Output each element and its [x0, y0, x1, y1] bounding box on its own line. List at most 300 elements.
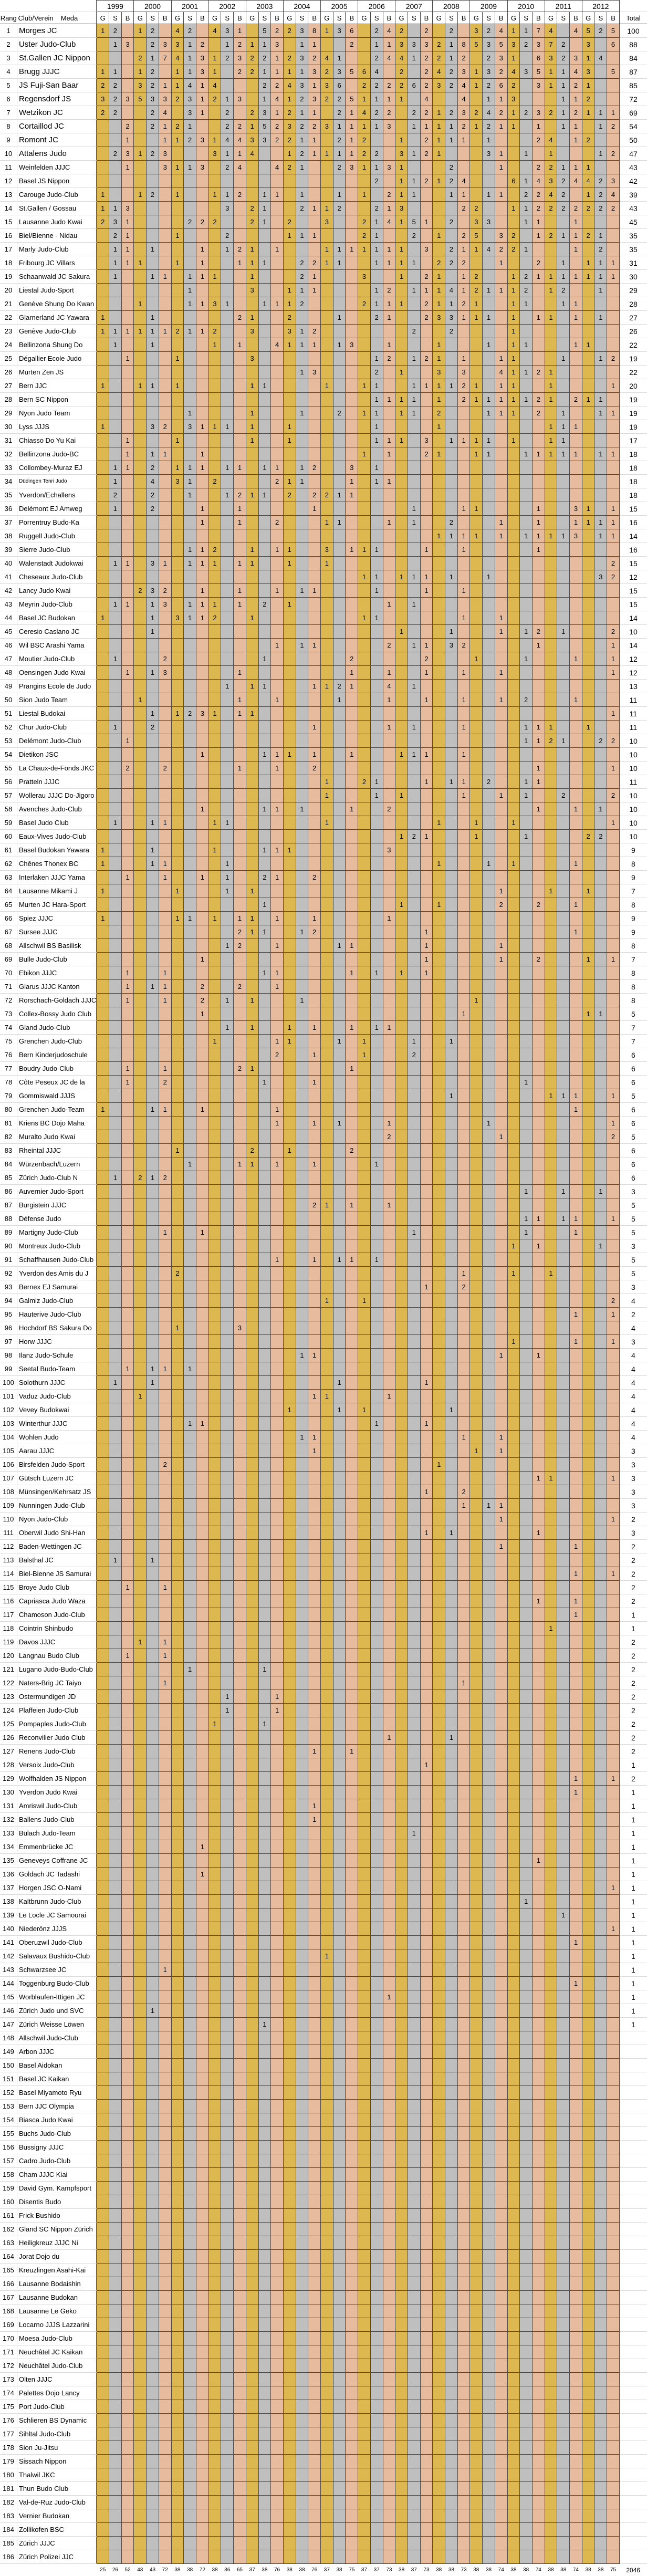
medal-cell[interactable] — [159, 775, 171, 789]
medal-cell[interactable]: 1 — [383, 1021, 395, 1035]
medal-cell[interactable] — [570, 461, 582, 475]
medal-cell[interactable]: 1 — [109, 816, 122, 830]
medal-cell[interactable] — [171, 898, 184, 912]
medal-cell[interactable] — [184, 1198, 196, 1212]
medal-cell[interactable] — [582, 434, 594, 447]
medal-cell[interactable] — [383, 775, 395, 789]
medal-cell[interactable] — [147, 1444, 159, 1458]
medal-cell[interactable] — [196, 652, 208, 666]
medal-cell[interactable] — [283, 994, 296, 1007]
medal-cell[interactable] — [383, 461, 395, 475]
medal-cell[interactable] — [420, 1007, 433, 1021]
medal-cell[interactable] — [358, 734, 371, 748]
medal-cell[interactable] — [445, 666, 458, 680]
medal-cell[interactable]: 2 — [358, 147, 371, 161]
medal-cell[interactable] — [557, 1362, 570, 1376]
medal-cell[interactable] — [109, 966, 122, 980]
medal-cell[interactable] — [184, 830, 196, 843]
medal-cell[interactable] — [271, 680, 284, 693]
club-name-cell[interactable]: Vaduz Judo-Club — [17, 1390, 96, 1403]
medal-cell[interactable] — [134, 434, 147, 447]
medal-cell[interactable]: 1 — [121, 133, 134, 147]
medal-cell[interactable] — [383, 406, 395, 420]
medal-cell[interactable] — [97, 1335, 109, 1349]
rank-cell[interactable]: 4 — [0, 65, 17, 79]
medal-cell[interactable] — [271, 898, 284, 912]
medal-cell[interactable] — [408, 1062, 420, 1076]
medal-cell[interactable] — [308, 1308, 321, 1321]
medal-cell[interactable]: 1 — [208, 598, 221, 611]
medal-cell[interactable] — [420, 1308, 433, 1321]
medal-cell[interactable] — [196, 816, 208, 830]
medal-cell[interactable]: 1 — [258, 652, 271, 666]
medal-cell[interactable] — [346, 1007, 358, 1021]
medal-cell[interactable] — [483, 816, 495, 830]
medal-cell[interactable] — [358, 1390, 371, 1403]
medal-cell[interactable] — [271, 611, 284, 625]
medal-cell[interactable] — [234, 202, 246, 215]
medal-cell[interactable] — [457, 871, 470, 884]
medal-cell[interactable] — [557, 1308, 570, 1321]
medal-cell[interactable] — [495, 925, 507, 939]
medal-cell[interactable]: 1 — [433, 297, 445, 311]
medal-cell[interactable]: 1 — [196, 598, 208, 611]
medal-cell[interactable] — [296, 311, 308, 325]
medal-cell[interactable]: 1 — [370, 611, 383, 625]
medal-cell[interactable] — [483, 1089, 495, 1103]
medal-cell[interactable]: 2 — [271, 475, 284, 488]
medal-cell[interactable] — [395, 857, 408, 871]
medal-cell[interactable] — [221, 174, 234, 188]
total-cell[interactable]: 16 — [619, 516, 647, 529]
medal-cell[interactable]: 1 — [395, 297, 408, 311]
medal-cell[interactable]: 2 — [159, 1458, 171, 1472]
medal-cell[interactable] — [532, 966, 545, 980]
medal-cell[interactable] — [557, 1048, 570, 1062]
medal-cell[interactable] — [395, 120, 408, 133]
medal-cell[interactable] — [395, 461, 408, 475]
medal-cell[interactable] — [408, 488, 420, 502]
medal-cell[interactable]: 1 — [607, 816, 620, 830]
medal-cell[interactable] — [147, 161, 159, 174]
medal-cell[interactable] — [121, 611, 134, 625]
medal-cell[interactable]: 1 — [184, 1362, 196, 1376]
medal-cell[interactable]: 2 — [184, 24, 196, 38]
medal-cell[interactable]: 1 — [507, 406, 520, 420]
medal-cell[interactable] — [594, 748, 607, 762]
medal-cell[interactable] — [171, 1048, 184, 1062]
medal-cell[interactable] — [457, 980, 470, 994]
medal-cell[interactable]: 1 — [383, 721, 395, 734]
medal-cell[interactable] — [433, 1417, 445, 1431]
medal-cell[interactable]: 1 — [457, 611, 470, 625]
medal-cell[interactable]: 2 — [147, 79, 159, 92]
medal-cell[interactable] — [433, 912, 445, 925]
medal-cell[interactable]: 4 — [483, 243, 495, 256]
medal-cell[interactable] — [147, 1212, 159, 1226]
club-name-cell[interactable]: Wetzikon JC — [17, 106, 96, 120]
medal-cell[interactable]: 4 — [433, 65, 445, 79]
medal-cell[interactable] — [171, 366, 184, 379]
medal-cell[interactable] — [395, 939, 408, 953]
medal-cell[interactable] — [109, 884, 122, 898]
medal-cell[interactable] — [258, 1362, 271, 1376]
medal-cell[interactable] — [283, 884, 296, 898]
medal-cell[interactable] — [532, 680, 545, 693]
medal-cell[interactable] — [433, 1403, 445, 1417]
medal-cell[interactable] — [470, 639, 483, 652]
medal-cell[interactable] — [507, 161, 520, 174]
medal-cell[interactable]: 2 — [420, 147, 433, 161]
medal-cell[interactable] — [171, 1362, 184, 1376]
medal-cell[interactable] — [507, 1198, 520, 1212]
medal-cell[interactable] — [594, 379, 607, 393]
medal-cell[interactable]: 1 — [570, 516, 582, 529]
medal-cell[interactable] — [134, 734, 147, 748]
medal-cell[interactable]: 1 — [234, 707, 246, 721]
rank-cell[interactable]: 28 — [0, 393, 17, 406]
medal-cell[interactable]: 5 — [470, 229, 483, 243]
medal-cell[interactable] — [208, 1335, 221, 1349]
medal-cell[interactable] — [221, 1048, 234, 1062]
medal-cell[interactable] — [258, 1035, 271, 1048]
medal-cell[interactable] — [457, 953, 470, 966]
medal-cell[interactable] — [134, 1198, 147, 1212]
club-name-cell[interactable]: Muralto Judo Kwai — [17, 1130, 96, 1144]
medal-cell[interactable] — [395, 1117, 408, 1130]
medal-cell[interactable] — [457, 994, 470, 1007]
rank-cell[interactable]: 41 — [0, 570, 17, 584]
medal-cell[interactable] — [258, 1267, 271, 1280]
medal-cell[interactable] — [358, 652, 371, 666]
medal-cell[interactable] — [234, 748, 246, 762]
medal-cell[interactable] — [445, 611, 458, 625]
medal-cell[interactable] — [159, 1335, 171, 1349]
medal-cell[interactable] — [582, 1403, 594, 1417]
medal-cell[interactable] — [470, 953, 483, 966]
medal-cell[interactable] — [594, 680, 607, 693]
medal-cell[interactable] — [296, 529, 308, 543]
total-cell[interactable]: 5 — [619, 1253, 647, 1267]
medal-cell[interactable] — [358, 1458, 371, 1472]
medal-cell[interactable]: 4 — [370, 65, 383, 79]
medal-cell[interactable] — [408, 1007, 420, 1021]
medal-cell[interactable] — [594, 325, 607, 338]
medal-cell[interactable] — [483, 1062, 495, 1076]
medal-cell[interactable] — [483, 611, 495, 625]
medal-cell[interactable] — [159, 1185, 171, 1198]
medal-cell[interactable] — [109, 174, 122, 188]
medal-type-header-s[interactable]: S — [296, 12, 308, 24]
medal-cell[interactable] — [358, 1431, 371, 1444]
medal-cell[interactable] — [483, 652, 495, 666]
medal-cell[interactable] — [495, 1021, 507, 1035]
medal-cell[interactable] — [134, 1185, 147, 1198]
medal-cell[interactable] — [184, 338, 196, 352]
medal-cell[interactable] — [395, 912, 408, 925]
medal-cell[interactable]: 7 — [545, 38, 557, 51]
medal-cell[interactable]: 1 — [383, 243, 395, 256]
medal-cell[interactable] — [321, 1185, 333, 1198]
medal-cell[interactable] — [171, 338, 184, 352]
medal-cell[interactable] — [420, 338, 433, 352]
medal-cell[interactable]: 3 — [184, 92, 196, 106]
club-name-cell[interactable]: Porrentruy Budo-Ka — [17, 516, 96, 529]
medal-cell[interactable]: 1 — [607, 707, 620, 721]
medal-cell[interactable] — [159, 1021, 171, 1035]
medal-cell[interactable]: 2 — [470, 106, 483, 120]
medal-cell[interactable] — [221, 925, 234, 939]
medal-cell[interactable]: 1 — [184, 325, 196, 338]
medal-cell[interactable] — [395, 816, 408, 830]
medal-cell[interactable]: 1 — [208, 1035, 221, 1048]
medal-cell[interactable] — [283, 1444, 296, 1458]
medal-cell[interactable] — [557, 1431, 570, 1444]
medal-cell[interactable]: 1 — [109, 338, 122, 352]
club-name-cell[interactable]: Burgistein JJJC — [17, 1198, 96, 1212]
medal-cell[interactable] — [308, 174, 321, 188]
medal-cell[interactable] — [395, 775, 408, 789]
medal-cell[interactable] — [147, 1239, 159, 1253]
medal-cell[interactable] — [507, 830, 520, 843]
total-cell[interactable]: 10 — [619, 748, 647, 762]
medal-cell[interactable]: 1 — [346, 748, 358, 762]
medal-cell[interactable]: 5 — [134, 92, 147, 106]
medal-cell[interactable] — [557, 680, 570, 693]
club-name-cell[interactable]: Pratteln JJJC — [17, 775, 96, 789]
medal-cell[interactable] — [246, 966, 258, 980]
medal-cell[interactable] — [507, 707, 520, 721]
medal-cell[interactable] — [470, 680, 483, 693]
medal-cell[interactable] — [557, 611, 570, 625]
medal-cell[interactable] — [507, 1376, 520, 1390]
medal-cell[interactable]: 2 — [483, 51, 495, 65]
medal-cell[interactable] — [483, 748, 495, 762]
medal-cell[interactable]: 1 — [408, 284, 420, 297]
medal-cell[interactable] — [321, 1308, 333, 1321]
medal-cell[interactable] — [321, 625, 333, 639]
medal-cell[interactable] — [246, 666, 258, 680]
medal-cell[interactable] — [246, 1458, 258, 1472]
medal-cell[interactable] — [507, 625, 520, 639]
medal-cell[interactable] — [483, 898, 495, 912]
medal-cell[interactable] — [147, 762, 159, 775]
medal-cell[interactable] — [134, 229, 147, 243]
medal-cell[interactable] — [134, 1130, 147, 1144]
medal-cell[interactable] — [258, 161, 271, 174]
medal-cell[interactable]: 1 — [196, 79, 208, 92]
medal-cell[interactable] — [370, 734, 383, 748]
medal-cell[interactable] — [196, 1212, 208, 1226]
medal-cell[interactable]: 6 — [333, 79, 346, 92]
medal-cell[interactable]: 2 — [234, 980, 246, 994]
medal-cell[interactable] — [495, 707, 507, 721]
medal-cell[interactable] — [97, 1035, 109, 1048]
medal-cell[interactable] — [545, 966, 557, 980]
medal-cell[interactable] — [545, 475, 557, 488]
medal-cell[interactable]: 1 — [121, 966, 134, 980]
medal-cell[interactable] — [283, 352, 296, 366]
medal-cell[interactable] — [483, 297, 495, 311]
medal-cell[interactable] — [121, 857, 134, 871]
medal-cell[interactable] — [570, 598, 582, 611]
medal-cell[interactable] — [109, 762, 122, 775]
total-cell[interactable]: 35 — [619, 229, 647, 243]
rank-cell[interactable]: 37 — [0, 516, 17, 529]
medal-cell[interactable] — [333, 857, 346, 871]
medal-cell[interactable] — [171, 297, 184, 311]
medal-cell[interactable] — [147, 994, 159, 1007]
medal-cell[interactable] — [159, 297, 171, 311]
medal-cell[interactable]: 1 — [171, 1144, 184, 1157]
medal-cell[interactable]: 3 — [545, 51, 557, 65]
medal-cell[interactable] — [121, 707, 134, 721]
medal-cell[interactable] — [308, 775, 321, 789]
medal-cell[interactable]: 2 — [532, 256, 545, 270]
club-name-cell[interactable]: Eaux-Vives Judo-Club — [17, 830, 96, 843]
medal-cell[interactable]: 1 — [557, 352, 570, 366]
medal-cell[interactable] — [171, 502, 184, 516]
medal-cell[interactable] — [433, 502, 445, 516]
medal-cell[interactable] — [271, 775, 284, 789]
medal-cell[interactable] — [545, 953, 557, 966]
medal-type-header-b[interactable]: B — [570, 12, 582, 24]
medal-cell[interactable] — [594, 1076, 607, 1089]
medal-cell[interactable]: 1 — [570, 420, 582, 434]
medal-cell[interactable] — [445, 1185, 458, 1198]
medal-cell[interactable] — [395, 994, 408, 1007]
year-label[interactable]: 2001 — [171, 1, 208, 12]
medal-cell[interactable]: 1 — [159, 133, 171, 147]
medal-cell[interactable]: 1 — [283, 65, 296, 79]
medal-cell[interactable] — [507, 256, 520, 270]
medal-cell[interactable] — [208, 871, 221, 884]
medal-cell[interactable] — [283, 1212, 296, 1226]
medal-cell[interactable] — [557, 871, 570, 884]
medal-cell[interactable]: 3 — [445, 639, 458, 652]
medal-cell[interactable] — [507, 693, 520, 707]
medal-cell[interactable] — [159, 1472, 171, 1485]
medal-cell[interactable] — [557, 1267, 570, 1280]
medal-cell[interactable]: 3 — [383, 120, 395, 133]
medal-cell[interactable] — [594, 789, 607, 802]
medal-cell[interactable] — [109, 447, 122, 461]
medal-cell[interactable]: 1 — [457, 188, 470, 202]
club-name-cell[interactable]: Rheintal JJJC — [17, 1144, 96, 1157]
medal-cell[interactable] — [445, 898, 458, 912]
medal-cell[interactable] — [147, 884, 159, 898]
medal-cell[interactable] — [296, 570, 308, 584]
medal-cell[interactable]: 2 — [607, 734, 620, 748]
medal-cell[interactable]: 3 — [507, 92, 520, 106]
medal-cell[interactable]: 2 — [333, 406, 346, 420]
medal-cell[interactable]: 1 — [258, 92, 271, 106]
medal-cell[interactable]: 1 — [582, 516, 594, 529]
medal-cell[interactable]: 2 — [545, 106, 557, 120]
medal-cell[interactable] — [246, 174, 258, 188]
medal-cell[interactable]: 1 — [594, 516, 607, 529]
medal-cell[interactable]: 1 — [470, 994, 483, 1007]
medal-cell[interactable]: 1 — [147, 325, 159, 338]
medal-cell[interactable] — [594, 543, 607, 557]
medal-cell[interactable] — [109, 570, 122, 584]
medal-cell[interactable]: 1 — [570, 1226, 582, 1239]
medal-cell[interactable]: 2 — [607, 557, 620, 570]
medal-cell[interactable] — [134, 1089, 147, 1103]
medal-cell[interactable]: 1 — [246, 557, 258, 570]
medal-cell[interactable] — [196, 188, 208, 202]
medal-cell[interactable] — [582, 652, 594, 666]
medal-cell[interactable] — [109, 1444, 122, 1458]
medal-cell[interactable] — [483, 202, 495, 215]
medal-cell[interactable]: 4 — [358, 106, 371, 120]
medal-cell[interactable] — [121, 1157, 134, 1171]
medal-cell[interactable] — [395, 488, 408, 502]
medal-cell[interactable] — [370, 1144, 383, 1157]
medal-cell[interactable] — [271, 1144, 284, 1157]
total-cell[interactable]: 84 — [619, 51, 647, 65]
medal-cell[interactable] — [570, 1280, 582, 1294]
medal-cell[interactable]: 2 — [208, 475, 221, 488]
medal-cell[interactable] — [457, 1444, 470, 1458]
medal-cell[interactable] — [246, 843, 258, 857]
medal-cell[interactable]: 1 — [196, 297, 208, 311]
medal-cell[interactable] — [308, 802, 321, 816]
medal-cell[interactable]: 1 — [370, 570, 383, 584]
medal-cell[interactable]: 1 — [483, 434, 495, 447]
medal-cell[interactable] — [594, 92, 607, 106]
medal-cell[interactable] — [208, 966, 221, 980]
medal-cell[interactable] — [97, 1267, 109, 1280]
medal-cell[interactable]: 2 — [296, 270, 308, 284]
medal-cell[interactable] — [532, 1171, 545, 1185]
medal-cell[interactable] — [545, 925, 557, 939]
medal-cell[interactable] — [97, 502, 109, 516]
medal-cell[interactable]: 1 — [121, 434, 134, 447]
medal-cell[interactable] — [545, 1076, 557, 1089]
medal-cell[interactable] — [383, 871, 395, 884]
medal-cell[interactable] — [271, 1280, 284, 1294]
total-cell[interactable]: 12 — [619, 570, 647, 584]
medal-cell[interactable] — [296, 215, 308, 229]
medal-cell[interactable] — [370, 639, 383, 652]
medal-cell[interactable]: 1 — [208, 557, 221, 570]
medal-cell[interactable]: 1 — [507, 51, 520, 65]
medal-cell[interactable] — [321, 980, 333, 994]
medal-cell[interactable]: 1 — [557, 1089, 570, 1103]
medal-cell[interactable] — [109, 680, 122, 693]
medal-cell[interactable] — [109, 1212, 122, 1226]
medal-cell[interactable] — [594, 925, 607, 939]
medal-cell[interactable] — [121, 1267, 134, 1280]
medal-cell[interactable] — [570, 1362, 582, 1376]
medal-cell[interactable] — [134, 843, 147, 857]
medal-cell[interactable] — [134, 406, 147, 420]
medal-cell[interactable]: 1 — [196, 256, 208, 270]
club-name-cell[interactable]: Bulle Judo-Club — [17, 953, 96, 966]
medal-cell[interactable]: 1 — [121, 161, 134, 174]
medal-cell[interactable]: 1 — [346, 243, 358, 256]
medal-cell[interactable] — [408, 1444, 420, 1458]
medal-cell[interactable] — [483, 693, 495, 707]
medal-cell[interactable] — [582, 611, 594, 625]
medal-cell[interactable] — [607, 1431, 620, 1444]
medal-cell[interactable] — [420, 707, 433, 721]
medal-cell[interactable] — [321, 707, 333, 721]
medal-cell[interactable] — [184, 516, 196, 529]
medal-cell[interactable] — [346, 1335, 358, 1349]
medal-cell[interactable] — [408, 994, 420, 1007]
